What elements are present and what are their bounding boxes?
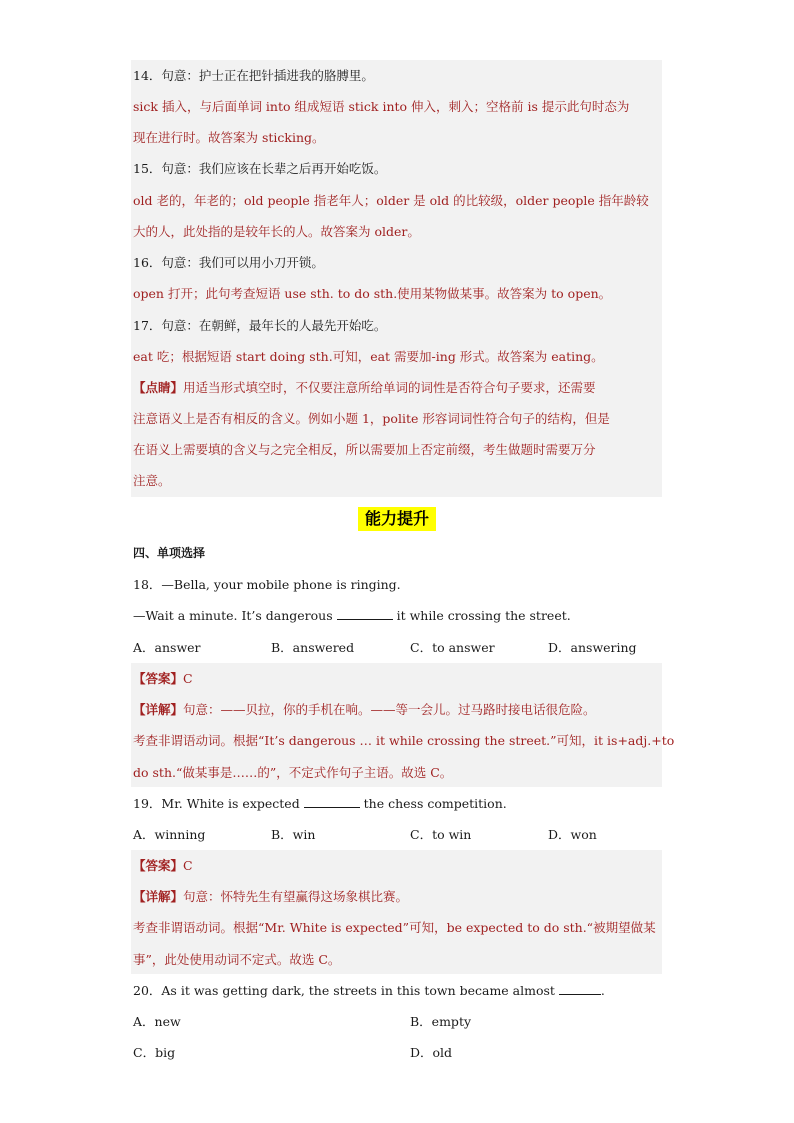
q20-option-b: B．empty — [410, 1014, 472, 1029]
q16-meaning: 16．句意：我们可以用小刀开锁。 — [133, 255, 324, 270]
q20-option-d: D．old — [410, 1045, 453, 1060]
tip-line1 — [133, 380, 596, 396]
q14-explanation-line1: sick 插入，与后面单词 into 组成短语 stick into 伸入，刺入；空格前 is 提示此句时态为 — [133, 99, 630, 114]
q18-detail-line1 — [133, 702, 596, 718]
section-title: 能力提升 — [358, 507, 436, 531]
q18-text-b: it while crossing the street. — [392, 608, 571, 623]
tip-line3: 在语义上需要填的含义与之完全相反，所以需要加上否定前缀，考生做题时需要万分 — [133, 442, 596, 457]
q20-option-a: A．new — [133, 1014, 181, 1029]
q18-answer — [133, 671, 193, 687]
explanation-block — [131, 60, 662, 497]
q19-detail-line3: 事”，此处使用动词不定式。故选 C。 — [133, 952, 341, 967]
q19-detail-label: 【详解】 — [133, 889, 184, 904]
q18-line1: 18．—Bella, your mobile phone is ringing. — [133, 577, 401, 592]
tip-line2: 注意语义上是否有相反的含义。例如小题 1，polite 形容词词性符合句子的结构，但是 — [133, 411, 610, 426]
q18-answer-value: C — [183, 671, 193, 686]
q18-option-c: C．to answer — [410, 640, 495, 655]
q19-option-d: D．won — [548, 827, 597, 842]
q19-text-b: the chess competition. — [359, 796, 507, 811]
q19-option-b: B．win — [271, 827, 316, 842]
tip-line4: 注意。 — [133, 473, 171, 488]
q18-option-b: B．answered — [271, 640, 355, 655]
q18-answer-label: 【答案】 — [133, 671, 184, 686]
q20-line1 — [133, 983, 605, 999]
section-heading: 四、单项选择 — [133, 546, 206, 560]
q15-explanation-line2: 大的人，此处指的是较年长的人。故答案为 older。 — [133, 224, 420, 239]
q19-answer-value: C — [183, 858, 193, 873]
q18-detail-label: 【详解】 — [133, 702, 184, 717]
q19-detail-line2: 考查非谓语动词。根据“Mr. White is expected”可知，be expected to do sth.“被期望做某 — [133, 920, 656, 935]
q19-option-c: C．to win — [410, 827, 472, 842]
q20-blank — [559, 984, 601, 995]
q19-detail-text1: 句意：怀特先生有望赢得这场象棋比赛。 — [183, 889, 409, 904]
q20-text-a: 20．As it was getting dark, the streets in this town became almost — [133, 983, 559, 998]
q19-answer-label: 【答案】 — [133, 858, 184, 873]
q14-meaning: 14．句意：护士正在把针插进我的胳膊里。 — [133, 68, 374, 83]
q14-explanation-line2: 现在进行时。故答案为 sticking。 — [133, 130, 325, 145]
q19-blank — [304, 797, 360, 808]
tip-label: 【点睛】 — [133, 380, 184, 395]
q20-option-c: C．big — [133, 1045, 176, 1060]
q18-option-a: A．answer — [133, 640, 201, 655]
q18-detail-text1: 句意：——贝拉，你的手机在响。——等一会儿。过马路时接电话很危险。 — [183, 702, 596, 717]
q18-option-d: D．answering — [548, 640, 637, 655]
q18-line2 — [133, 608, 571, 624]
q19-answer — [133, 858, 193, 874]
q19-line1 — [133, 796, 507, 812]
q18-blank — [337, 609, 393, 620]
q15-explanation-line1: old 老的，年老的；old people 指老年人；older 是 old 的比较级，older people 指年龄较 — [133, 193, 649, 208]
q20-text-b: . — [600, 983, 605, 998]
q19-option-a: A．winning — [133, 827, 206, 842]
q16-explanation-line1: open 打开；此句考查短语 use sth. to do sth.使用某物做某事。故答案为 to open。 — [133, 286, 612, 301]
q19-text-a: 19．Mr. White is expected — [133, 796, 304, 811]
q18-text-a: —Wait a minute. It’s dangerous — [133, 608, 337, 623]
q18-detail-line2: 考查非谓语动词。根据“It’s dangerous … it while crossing the street.”可知，it is+adj.+to — [133, 733, 675, 748]
q15-meaning: 15．句意：我们应该在长辈之后再开始吃饭。 — [133, 161, 387, 176]
q19-detail-line1 — [133, 889, 408, 905]
q18-detail-line3: do sth.“做某事是……的”，不定式作句子主语。故选 C。 — [133, 765, 453, 780]
tip-text1: 用适当形式填空时，不仅要注意所给单词的词性是否符合句子要求，还需要 — [183, 380, 596, 395]
q17-explanation-line1: eat 吃；根据短语 start doing sth.可知，eat 需要加-ing 形式。故答案为 eating。 — [133, 349, 604, 364]
q17-meaning: 17．句意：在朝鲜，最年长的人最先开始吃。 — [133, 318, 387, 333]
